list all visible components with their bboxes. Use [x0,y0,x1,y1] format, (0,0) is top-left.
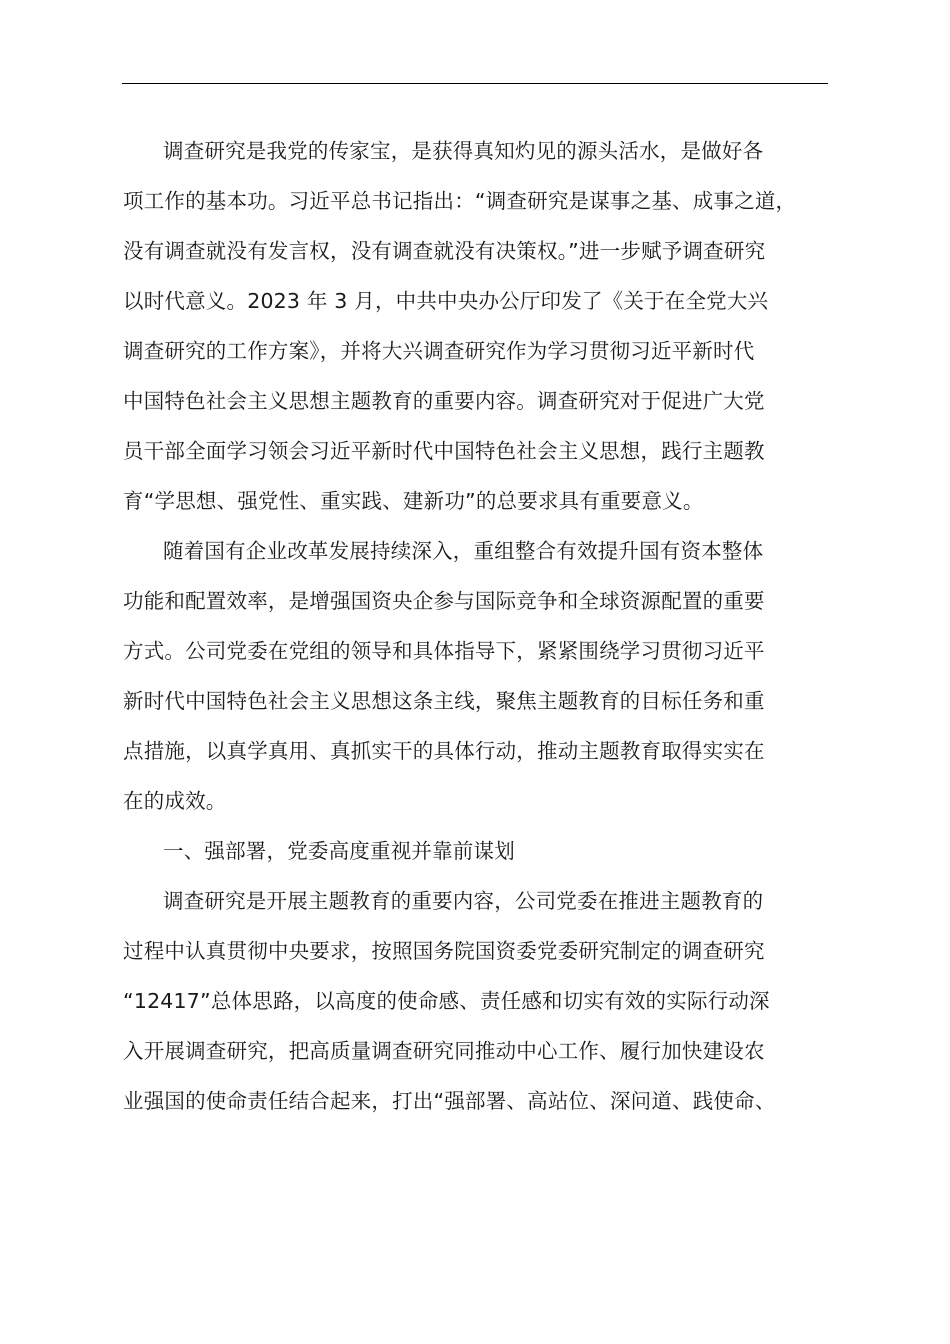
body-text [123,126,843,1126]
text-line: 随着国有企业改革发展持续深入，重组整合有效提升国有资本整体 [163,539,764,563]
text-line: 没有调查就没有发言权，没有调查就没有决策权。”进一步赋予调查研究 [123,239,766,263]
text-line: 育“学思想、强党性、重实践、建新功”的总要求具有重要意义。 [123,489,704,513]
header-rule [122,83,828,84]
text-line: 方式。公司党委在党组的领导和具体指导下，紧紧围绕学习贯彻习近平 [123,639,765,663]
text-line: 业强国的使命责任结合起来，打出“强部署、高站位、深问道、践使命、 [123,1089,776,1113]
text-line: 员干部全面学习领会习近平新时代中国特色社会主义思想，践行主题教 [123,439,765,463]
text-line: 入开展调查研究，把高质量调查研究同推动中心工作、履行加快建设农 [123,1039,765,1063]
text-line: 新时代中国特色社会主义思想这条主线，聚焦主题教育的目标任务和重 [123,689,765,713]
text-line: 项工作的基本功。习近平总书记指出：“调查研究是谋事之基、成事之道， [123,189,797,213]
text-line: 中国特色社会主义思想主题教育的重要内容。调查研究对于促进广大党 [123,389,765,413]
text-line: “12417”总体思路，以高度的使命感、责任感和切实有效的实际行动深 [123,989,770,1013]
text-line: 点措施，以真学真用、真抓实干的具体行动，推动主题教育取得实实在 [123,739,765,763]
text-line: 以时代意义。2023 年 3 月，中共中央办公厅印发了《关于在全党大兴 [123,289,769,313]
text-line: 调查研究的工作方案》，并将大兴调查研究作为学习贯彻习近平新时代 [123,339,755,363]
text-line: 过程中认真贯彻中央要求，按照国务院国资委党委研究制定的调查研究 [123,939,765,963]
text-line: 调查研究是开展主题教育的重要内容，公司党委在推进主题教育的 [163,889,764,913]
section-heading: 一、强部署，党委高度重视并靠前谋划 [163,839,515,863]
text-line: 在的成效。 [123,789,227,813]
text-line: 功能和配置效率，是增强国资央企参与国际竞争和全球资源配置的重要 [123,589,765,613]
text-line: 调查研究是我党的传家宝，是获得真知灼见的源头活水，是做好各 [163,139,764,163]
